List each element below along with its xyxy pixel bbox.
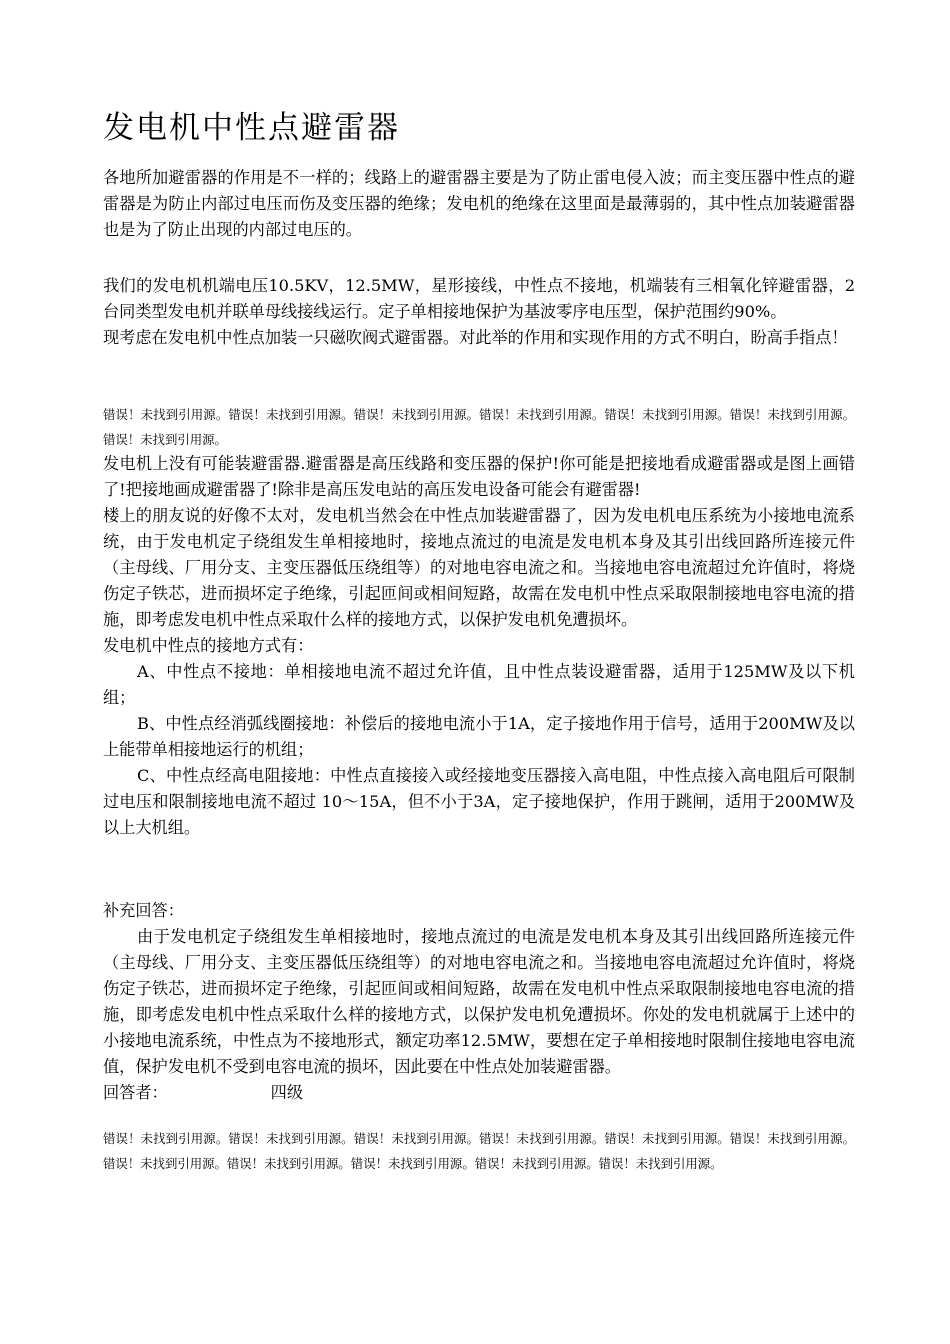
answerer-level: 四级: [270, 1083, 304, 1102]
grounding-option-a: A、中性点不接地：单相接地电流不超过允许值，且中性点装设避雷器，适用于125MW及以下机组；: [103, 662, 855, 707]
answerer-label: 回答者：: [103, 1083, 168, 1102]
supplement-label: 补充回答：: [103, 901, 184, 920]
intro-text: 各地所加避雷器的作用是不一样的；线路上的避雷器主要是为了防止雷电侵入波；而主变压器中性点的避雷器是为防止内部过电压而伤及变压器的绝缘；发电机的绝缘在这里面是最薄弱的，其中性点加装避雷器也是为了防止出现的内部过电压的。: [103, 168, 855, 239]
error-reference-block-2: 错误！未找到引用源。错误！未找到引用源。错误！未找到引用源。错误！未找到引用源。错误！未找到引用源。错误！未找到引用源。错误！未找到引用源。错误！未找到引用源。错误！未找到引用源。错误！未找到引用源。错误！未找到引用源。: [103, 1131, 855, 1171]
error-reference-block-1: 错误！未找到引用源。错误！未找到引用源。错误！未找到引用源。错误！未找到引用源。错误！未找到引用源。错误！未找到引用源。错误！未找到引用源。: [103, 407, 855, 447]
reply-paragraph-2: 楼上的朋友说的好像不太对，发电机当然会在中性点加装避雷器了，因为发电机电压系统为小接地电流系统，由于发电机定子绕组发生单相接地时，接地点流过的电流是发电机本身及其引出线回路所连接元件（主母线、厂用分支、主变压器低压绕组等）的对地电容电流之和。当接地电容电流超过允许值时，将烧伤定子铁芯，进而损坏定子绝缘，引起匝间或相间短路，故需在发电机中性点采取限制接地电容电流的措施，即考虑发电机中性点采取什么样的接地方式，以保护发电机免遭损坏。: [103, 506, 855, 629]
document-title: 发电机中性点避雷器: [103, 110, 400, 146]
reply-paragraph-1: 发电机上没有可能装避雷器.避雷器是高压线路和变压器的保护!你可能是把接地看成避雷器或是图上画错了!把接地画成避雷器了!除非是高压发电站的高压发电设备可能会有避雷器!: [103, 454, 855, 499]
question-paragraph-1: 我们的发电机机端电压10.5KV，12.5MW，星形接线，中性点不接地，机端装有三相氧化锌避雷器，2台同类型发电机并联单母线接线运行。定子单相接地保护为基波零序电压型，保护范围约90%。: [103, 276, 855, 321]
question-section: [103, 273, 855, 351]
intro-paragraph: [103, 165, 855, 243]
grounding-heading: 发电机中性点的接地方式有：: [103, 636, 314, 655]
reply-section: [103, 451, 855, 841]
grounding-option-b: B、中性点经消弧线圈接地：补偿后的接地电流小于1A，定子接地作用于信号，适用于200MW及以上能带单相接地运行的机组；: [103, 714, 855, 759]
answerer-line: [103, 1080, 855, 1106]
grounding-option-c: C、中性点经高电阻接地：中性点直接接入或经接地变压器接入高电阻，中性点接入高电阻后可限制过电压和限制接地电流不超过 10～15A，但不小于3A，定子接地保护，作用于跳闸，适用于200MW及以上大机组。: [103, 766, 855, 837]
supplement-section: [103, 898, 855, 1106]
question-paragraph-2: 现考虑在发电机中性点加装一只磁吹阀式避雷器。对此举的作用和实现作用的方式不明白，盼高手指点！: [103, 328, 848, 347]
supplement-paragraph: 由于发电机定子绕组发生单相接地时，接地点流过的电流是发电机本身及其引出线回路所连接元件（主母线、厂用分支、主变压器低压绕组等）的对地电容电流之和。当接地电容电流超过允许值时，将烧伤定子铁芯，进而损坏定子绝缘，引起匝间或相间短路，故需在发电机中性点采取限制接地电容电流的措施，即考虑发电机中性点采取什么样的接地方式，以保护发电机免遭损坏。你处的发电机就属于上述中的小接地电流系统，中性点为不接地形式，额定功率12.5MW，要想在定子单相接地时限制住接地电容电流值，保护发电机不受到电容电流的损坏，因此要在中性点处加装避雷器。: [103, 927, 855, 1076]
